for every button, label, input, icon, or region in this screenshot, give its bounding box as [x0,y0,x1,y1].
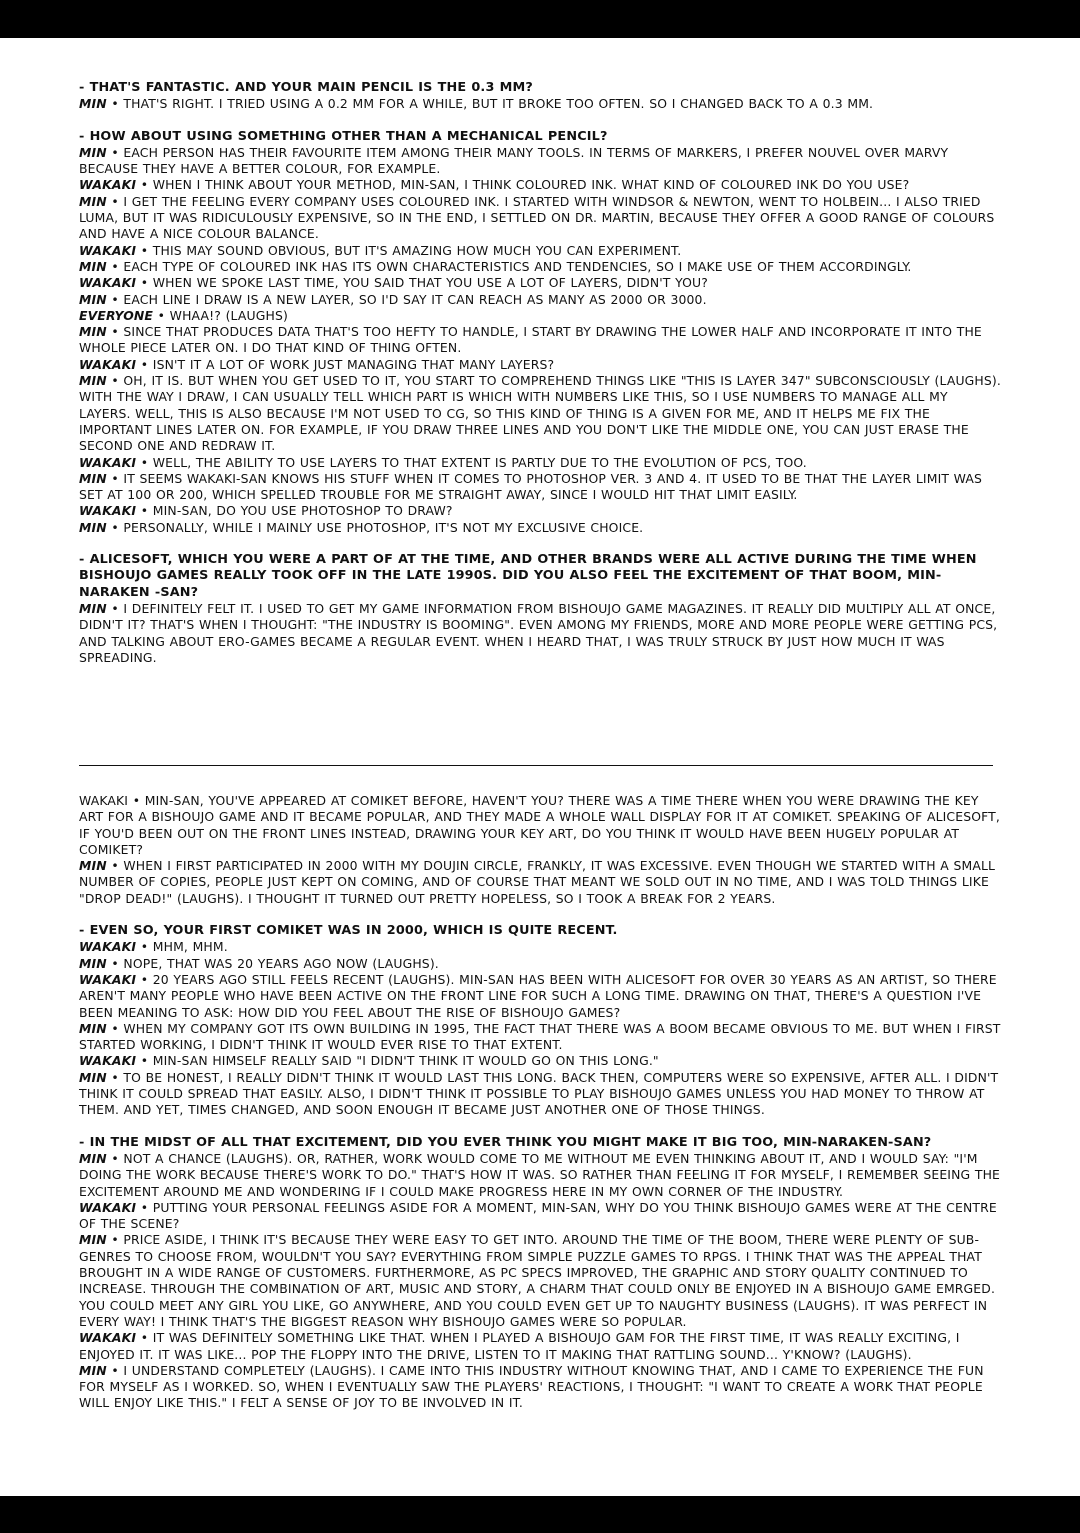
speaker-name: MIN [79,1069,107,1085]
top-black-bar [0,0,1080,38]
speaker-name: WAKAKI [79,275,137,291]
speaker-name: MIN [79,1232,107,1248]
speaker-text: • WHEN I THINK ABOUT YOUR METHOD, MIN-SAN, I THINK COLOURED INK. WHAT KIND OF COLOURED INK DO YOU USE? [136,177,910,193]
speaker-text: • PRICE ASIDE, I THINK IT'S BECAUSE THEY WERE EASY TO GET INTO. AROUND THE TIME OF THE BOOM, THERE WERE PLENTY OF SUB-GENRES TO CHOOSE FROM, WOULDN'T YOU SAY? EVERYTHING FROM SIMPLE PUZZLE GAMES TO RPGS. I THINK THAT WAS THE APPEAL THAT BROUGHT IN A WIDE RANGE OF CUSTOMERS. FURTHERMORE, AS PC SPECS IMPROVED, THE GRAPHIC AND STORY QUALITY CONTINUED TO INCREASE. THROUGH THE COMBINATION OF ART, MUSIC AND STORY, A CHARM THAT COULD ONLY BE ENJOYED IN A BISHOUJO GAME EMRGED. YOU COULD MEET ANY GIRL YOU LIKE, GO ANYWHERE, AND YOU COULD EVEN GET UP TO NAUGHTY BUSINESS (LAUGHS). IT WAS PERFECT IN EVERY WAY! I THINK THAT'S THE BIGGEST REASON WHY BISHOUJO GAMES WERE SO POPULAR. [79,1232,996,1329]
speaker-name: EVERYONE [79,307,154,323]
interviewer-question: - EVEN SO, YOUR FIRST COMIKET WAS IN 2000, WHICH IS QUITE RECENT. [79,923,618,939]
speaker-text: • WHAA!? (LAUGHS) [153,307,288,323]
speaker-line [79,177,1003,193]
speaker-line [79,939,1003,955]
speaker-text: • I UNDERSTAND COMPLETELY (LAUGHS). I CAME INTO THIS INDUSTRY WITHOUT KNOWING THAT, AND I CAME TO EXPERIENCE THE FUN FOR MYSELF AS I WORKED. SO, WHEN I EVENTUALLY SAW THE PLAYERS' REACTIONS, I THOUGHT: "I WANT TO CREATE A WORK THAT PEOPLE WILL ENJOY LIKE THIS." I FELT A SENSE OF JOY TO BE INVOLVED IN IT. [79,1362,984,1411]
interview-section-2 [79,793,1003,1412]
bottom-black-bar [0,1496,1080,1533]
speaker-name: WAKAKI [79,503,137,519]
speaker-text: • MIN-SAN HIMSELF REALLY SAID "I DIDN'T THINK IT WOULD GO ON THIS LONG." [136,1053,659,1069]
speaker-line [79,357,1003,373]
speaker-name: MIN [79,373,107,389]
speaker-name: MIN [79,1150,107,1166]
speaker-text: • PUTTING YOUR PERSONAL FEELINGS ASIDE FOR A MOMENT, MIN-SAN, WHY DO YOU THINK BISHOUJO GAMES WERE AT THE CENTRE OF THE SCENE? [79,1199,997,1232]
speaker-line [79,373,1003,454]
speaker-name: MIN [79,291,107,307]
speaker-text: • WELL, THE ABILITY TO USE LAYERS TO THAT EXTENT IS PARTLY DUE TO THE EVOLUTION OF PCS, TOO. [136,454,807,470]
speaker-line [79,275,1003,291]
speaker-name: WAKAKI [79,1330,137,1346]
speaker-text: • IT WAS DEFINITELY SOMETHING LIKE THAT. WHEN I PLAYED A BISHOUJO GAM FOR THE FIRST TIME, IT WAS REALLY EXCITING, I ENJOYED IT. IT WAS LIKE... POP THE FLOPPY INTO THE DRIVE, LISTEN TO IT MAKING THAT RATTLING SOUND... Y'KNOW? (LAUGHS). [79,1330,960,1362]
speaker-name: MIN [79,258,107,274]
speaker-line [79,1200,1003,1233]
speaker-name: WAKAKI [79,242,137,258]
speaker-line [79,1070,1003,1119]
speaker-name: MIN [79,600,107,616]
speaker-line [79,145,1003,178]
speaker-text: • IT SEEMS WAKAKI-SAN KNOWS HIS STUFF WHEN IT COMES TO PHOTOSHOP VER. 3 AND 4. IT USED TO BE THAT THE LAYER LIMIT WAS SET AT 100 OR 200, WHICH SPELLED TROUBLE FOR ME STRAIGHT AWAY, SINCE I WOULD HIT THAT LIMIT EASILY. [79,470,983,503]
speaker-line [79,1363,1003,1412]
speaker-line [79,972,1003,1021]
speaker-name: MIN [79,144,107,160]
speaker-text: • TO BE HONEST, I REALLY DIDN'T THINK IT WOULD LAST THIS LONG. BACK THEN, COMPUTERS WERE SO EXPENSIVE, AFTER ALL. I DIDN'T THINK IT COULD SPREAD THAT EASILY. ALSO, I DIDN'T THINK IT POSSIBLE TO PLAY BISHOUJO GAMES UNLESS YOU HAD MONEY TO THROW AT THEM. AND YET, TIMES CHANGED, AND SOON ENOUGH IT BECAME JUST ANOTHER ONE OF THOSE THINGS. [79,1069,999,1118]
speaker-line [79,1330,1003,1363]
speaker-line [79,601,1003,666]
speaker-text: • MIN-SAN, DO YOU USE PHOTOSHOP TO DRAW? [136,503,453,519]
speaker-text: • NOT A CHANCE (LAUGHS). OR, RATHER, WORK WOULD COME TO ME WITHOUT ME EVEN THINKING ABOUT IT, AND I WOULD SAY: "I'M DOING THE WORK BECAUSE THERE'S WORK TO DO." THAT'S HOW IT WAS. SO RATHER THAN FEELING IT FOR MYSELF, I REMEMBER SEEING THE EXCITEMENT AROUND ME AND WONDERING IF I COULD MAKE PROGRESS HERE IN MY OWN CORNER OF THE INDUSTRY. [79,1150,1001,1199]
speaker-text: • SINCE THAT PRODUCES DATA THAT'S TOO HEFTY TO HANDLE, I START BY DRAWING THE LOWER HALF AND INCORPORATE IT INTO THE WHOLE PIECE LATER ON. I DO THAT KIND OF THING OFTEN. [79,324,982,356]
speaker-line [79,259,1003,275]
speaker-line [79,503,1003,519]
paragraph-gap [79,536,1003,552]
speaker-line [79,793,1003,858]
interview-section-1 [79,80,1003,666]
speaker-name: WAKAKI [79,1199,137,1215]
speaker-line [79,520,1003,536]
speaker-text: • 20 YEARS AGO STILL FEELS RECENT (LAUGHS). MIN-SAN HAS BEEN WITH ALICESOFT FOR OVER 30 YEARS AS AN ARTIST, SO THERE AREN'T MANY PEOPLE WHO HAVE BEEN ACTIVE ON THE FRONT LINE FOR SUCH A LONG TIME. DRAWING ON THAT, THERE'S A QUESTION I'VE BEEN MEANING TO ASK: HOW DID YOU FEEL ABOUT THE RISE OF BISHOUJO GAMES? [79,971,997,1020]
interviewer-question: - IN THE MIDST OF ALL THAT EXCITEMENT, DID YOU EVER THINK YOU MIGHT MAKE IT BIG TOO, MIN-NARAKEN-SAN? [79,1134,932,1150]
interviewer-question: - THAT'S FANTASTIC. AND YOUR MAIN PENCIL IS THE 0.3 MM? [79,80,533,95]
speaker-text: • EACH PERSON HAS THEIR FAVOURITE ITEM AMONG THEIR MANY TOOLS. IN TERMS OF MARKERS, I PREFER NOUVEL OVER MARVY BECAUSE THEY HAVE A BETTER COLOUR, FOR EXAMPLE. [79,144,949,177]
speaker-name: MIN [79,1020,107,1036]
speaker-text: • MHM, MHM. [136,939,228,955]
speaker-text: • MIN-SAN, YOU'VE APPEARED AT COMIKET BEFORE, HAVEN'T YOU? THERE WAS A TIME THERE WHEN YOU WERE DRAWING THE KEY ART FOR A BISHOUJO GAME AND IT BECAME POPULAR, AND THEY MADE A WHOLE WALL DISPLAY FOR IT AT COMIKET. SPEAKING OF ALICESOFT, IF YOU'D BEEN OUT ON THE FRONT LINES INSTEAD, DRAWING YOUR KEY ART, DO YOU THINK IT WOULD HAVE BEEN HUGELY POPULAR AT COMIKET? [79,793,1000,857]
speaker-text: • OH, IT IS. BUT WHEN YOU GET USED TO IT, YOU START TO COMPREHEND THINGS LIKE "THIS IS LAYER 347" SUBCONSCIOUSLY (LAUGHS). WITH THE WAY I DRAW, I CAN USUALLY TELL WHICH PART IS WHICH WITH NUMBERS LIKE THIS, SO I USE NUMBERS TO MANAGE ALL MY LAYERS. WELL, THIS IS ALSO BECAUSE I'M NOT USED TO CG, SO THIS KIND OF THING IS A GIVEN FOR ME, AND IT HELPS ME FIX THE IMPORTANT LINES LATER ON. FOR EXAMPLE, IF YOU DRAW THREE LINES AND YOU DON'T LIKE THE MIDDLE ONE, YOU CAN JUST ERASE THE SECOND ONE AND REDRAW IT. [79,373,1001,454]
speaker-line [79,324,1003,357]
speaker-name: WAKAKI [79,939,137,955]
speaker-name: MIN [79,519,107,535]
speaker-text: • NOPE, THAT WAS 20 YEARS AGO NOW (LAUGHS). [106,955,439,971]
speaker-name: WAKAKI [79,356,137,372]
speaker-line [79,1151,1003,1200]
speaker-text: • WHEN MY COMPANY GOT ITS OWN BUILDING IN 1995, THE FACT THAT THERE WAS A BOOM BECAME OBVIOUS TO ME. BUT WHEN I FIRST STARTED WORKING, I DIDN'T THINK IT WOULD EVER RISE TO THAT EXTENT. [79,1020,1001,1053]
speaker-text: • THAT'S RIGHT. I TRIED USING A 0.2 MM FOR A WHILE, BUT IT BROKE TOO OFTEN. SO I CHANGED BACK TO A 0.3 MM. [106,96,874,112]
speaker-text: • PERSONALLY, WHILE I MAINLY USE PHOTOSHOP, IT'S NOT MY EXCLUSIVE CHOICE. [106,519,644,535]
section-divider [79,765,993,766]
speaker-text: • WHEN WE SPOKE LAST TIME, YOU SAID THAT YOU USE A LOT OF LAYERS, DIDN'T YOU? [136,275,709,291]
paragraph-gap [79,113,1003,129]
speaker-line [79,471,1003,504]
speaker-name: MIN [79,1362,107,1378]
speaker-line [79,1021,1003,1054]
speaker-line [79,1232,1003,1330]
speaker-name: MIN [79,955,107,971]
paragraph-gap [79,1119,1003,1135]
speaker-line [79,308,1003,324]
speaker-name: MIN [79,96,107,112]
paragraph-gap [79,907,1003,923]
speaker-name: WAKAKI [79,1053,137,1069]
speaker-text: • EACH LINE I DRAW IS A NEW LAYER, SO I'D SAY IT CAN REACH AS MANY AS 2000 OR 3000. [106,291,707,307]
speaker-name: WAKAKI [79,793,129,808]
speaker-name: MIN [79,324,107,340]
speaker-text: • ISN'T IT A LOT OF WORK JUST MANAGING THAT MANY LAYERS? [136,356,555,372]
speaker-text: • I DEFINITELY FELT IT. I USED TO GET MY GAME INFORMATION FROM BISHOUJO GAME MAGAZINES. IT REALLY DID MULTIPLY ALL AT ONCE, DIDN'T IT? THAT'S WHEN I THOUGHT: "THE INDUSTRY IS BOOMING". EVEN AMONG MY FRIENDS, MORE AND MORE PEOPLE WERE GETTING PCS, AND TALKING ABOUT ERO-GAMES BECAME A REGULAR EVENT. WHEN I HEARD THAT, I WAS TRULY STRUCK BY JUST HOW MUCH IT WAS SPREADING. [79,600,998,665]
speaker-line [79,858,1003,907]
speaker-text: • THIS MAY SOUND OBVIOUS, BUT IT'S AMAZING HOW MUCH YOU CAN EXPERIMENT. [136,242,682,258]
speaker-line [79,96,1003,112]
speaker-line [79,292,1003,308]
speaker-line [79,956,1003,972]
speaker-line [79,1053,1003,1069]
speaker-name: MIN [79,193,107,209]
speaker-line [79,243,1003,259]
speaker-line [79,455,1003,471]
interviewer-question: - ALICESOFT, WHICH YOU WERE A PART OF AT THE TIME, AND OTHER BRANDS WERE ALL ACTIVE DURING THE TIME WHEN BISHOUJO GAMES REALLY TOOK OFF IN THE LATE 1990S. DID YOU ALSO FEEL THE EXCITEMENT OF THAT BOOM, MIN-NARAKEN -SAN? [79,552,977,600]
speaker-name: MIN [79,858,107,874]
speaker-line [79,194,1003,243]
speaker-name: WAKAKI [79,454,137,470]
speaker-name: MIN [79,470,107,486]
speaker-text: • I GET THE FEELING EVERY COMPANY USES COLOURED INK. I STARTED WITH WINDSOR & NEWTON, WENT TO HOLBEIN... I ALSO TRIED LUMA, BUT IT WAS RIDICULOUSLY EXPENSIVE, SO IN THE END, I SETTLED ON DR. MARTIN, BECAUSE THEY OFFER A GOOD RANGE OF COLOURS AND HAVE A NICE COLOUR BALANCE. [79,193,995,242]
interviewer-question: - HOW ABOUT USING SOMETHING OTHER THAN A MECHANICAL PENCIL? [79,128,608,144]
speaker-name: WAKAKI [79,177,137,193]
speaker-text: • EACH TYPE OF COLOURED INK HAS ITS OWN CHARACTERISTICS AND TENDENCIES, SO I MAKE USE OF THEM ACCORDINGLY. [106,258,912,274]
speaker-name: WAKAKI [79,971,137,987]
speaker-text: • WHEN I FIRST PARTICIPATED IN 2000 WITH MY DOUJIN CIRCLE, FRANKLY, IT WAS EXCESSIVE. EVEN THOUGH WE STARTED WITH A SMALL NUMBER OF COPIES, PEOPLE JUST KEPT ON COMING, AND OF COURSE THAT MEANT WE SOLD OUT IN NO TIME, AND I WAS TOLD THINGS LIKE "DROP DEAD!" (LAUGHS). I THOUGHT IT TURNED OUT PRETTY HOPELESS, SO I TOOK A BREAK FOR 2 YEARS. [79,858,996,906]
